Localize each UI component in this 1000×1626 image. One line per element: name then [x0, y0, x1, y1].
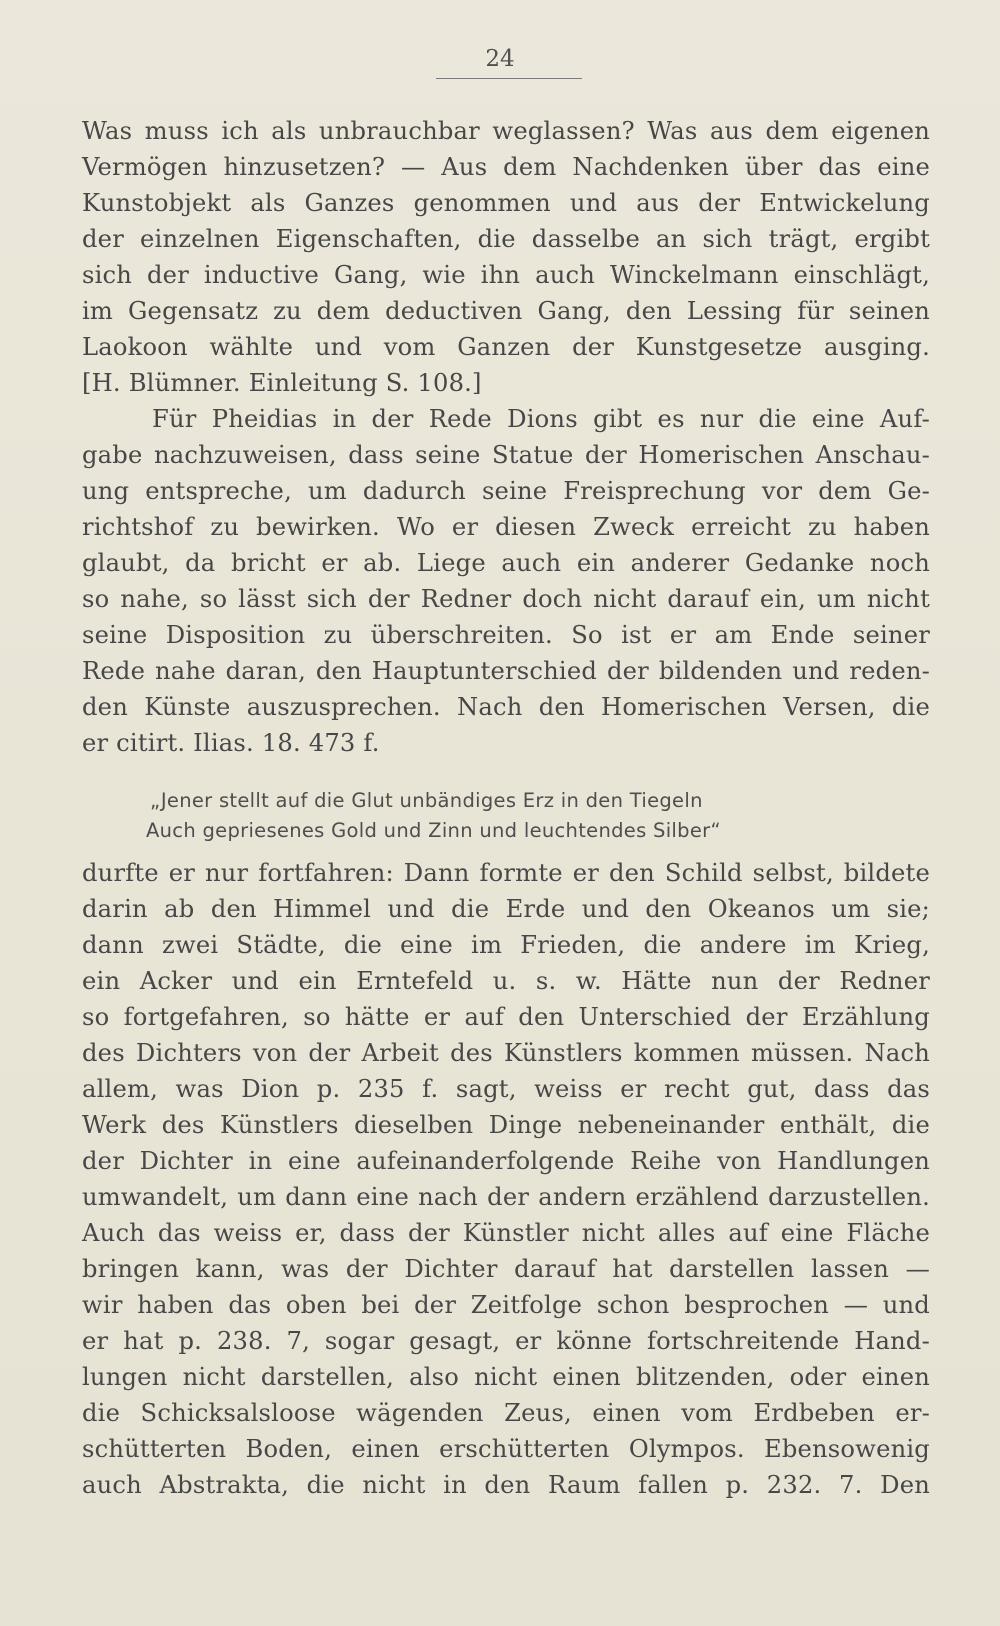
text-line: ein Acker und ein Erntefeld u. s. w. Hätte nun der Redner — [82, 967, 930, 995]
text-line: so fortgefahren, so hätte er auf den Unterschied der Erzählung — [82, 1003, 930, 1031]
text-line: ung entspreche, um dadurch seine Freisprechung vor dem Ge- — [82, 477, 930, 505]
text-line: darin ab den Himmel und die Erde und den Okeanos um sie; — [82, 895, 930, 923]
text-line: durfte er nur fortfahren: Dann formte er den Schild selbst, bildete — [82, 859, 930, 887]
text-line: der Dichter in eine aufeinanderfolgende Reihe von Handlungen — [82, 1147, 930, 1175]
text-line: Rede nahe daran, den Hauptunterschied der bildenden und reden- — [82, 657, 930, 685]
text-line: des Dichters von der Arbeit des Künstlers kommen müssen. Nach — [82, 1039, 930, 1067]
verse-line: „Jener stellt auf die Glut unbändiges Erz in den Tiegeln — [150, 789, 703, 812]
text-line: Laokoon wählte und vom Ganzen der Kunstgesetze ausging. — [82, 333, 930, 361]
text-line: der einzelnen Eigenschaften, die dasselbe an sich trägt, ergibt — [82, 225, 930, 253]
page-number: 24 — [485, 46, 515, 72]
text-line: wir haben das oben bei der Zeitfolge schon besprochen — und — [82, 1291, 930, 1319]
text-line: auch Abstrakta, die nicht in den Raum fallen p. 232. 7. Den — [82, 1471, 930, 1499]
text-line: die Schicksalsloose wägenden Zeus, einen vom Erdbeben er- — [82, 1399, 930, 1427]
text-line: dann zwei Städte, die eine im Frieden, die andere im Krieg, — [82, 931, 930, 959]
text-line: seine Disposition zu überschreiten. So ist er am Ende seiner — [82, 621, 930, 649]
text-line: sich der inductive Gang, wie ihn auch Winckelmann einschlägt, — [82, 261, 930, 289]
text-line: schütterten Boden, einen erschütterten Olympos. Ebensowenig — [82, 1435, 930, 1463]
text-line: umwandelt, um dann eine nach der andern erzählend darzustellen. — [82, 1183, 930, 1211]
text-line: allem, was Dion p. 235 f. sagt, weiss er recht gut, dass das — [82, 1075, 930, 1103]
text-line: im Gegensatz zu dem deductiven Gang, den Lessing für seinen — [82, 297, 930, 325]
text-line: den Künste auszusprechen. Nach den Homerischen Versen, die — [82, 693, 930, 721]
text-line: bringen kann, was der Dichter darauf hat darstellen lassen — — [82, 1255, 930, 1283]
text-line: glaubt, da bricht er ab. Liege auch ein anderer Gedanke noch — [82, 549, 930, 577]
text-line: er hat p. 238. 7, sogar gesagt, er könne fortschreitende Hand- — [82, 1327, 930, 1355]
text-line: Vermögen hinzusetzen? — Aus dem Nachdenken über das eine — [82, 153, 930, 181]
text-line: Was muss ich als unbrauchbar weglassen? Was aus dem eigenen — [82, 117, 930, 145]
text-line: lungen nicht darstellen, also nicht einen blitzenden, oder einen — [82, 1363, 930, 1391]
text-line: Kunstobjekt als Ganzes genommen und aus der Entwickelung — [82, 189, 930, 217]
text-line: richtshof zu bewirken. Wo er diesen Zweck erreicht zu haben — [82, 513, 930, 541]
text-line: er citirt. Ilias. 18. 473 f. — [82, 729, 380, 757]
text-line: Auch das weiss er, dass der Künstler nicht alles auf eine Fläche — [82, 1219, 930, 1247]
text-line: Werk des Künstlers dieselben Dinge nebeneinander enthält, die — [82, 1111, 930, 1139]
header-rule — [436, 78, 582, 79]
text-line: gabe nachzuweisen, dass seine Statue der Homerischen Anschau- — [82, 441, 930, 469]
text-line: Für Pheidias in der Rede Dions gibt es nur die eine Auf- — [152, 405, 930, 433]
text-line: [H. Blümner. Einleitung S. 108.] — [82, 369, 482, 397]
verse-line: Auch gepriesenes Gold und Zinn und leuchtendes Silber“ — [146, 819, 721, 842]
text-line: so nahe, so lässt sich der Redner doch nicht darauf ein, um nicht — [82, 585, 930, 613]
